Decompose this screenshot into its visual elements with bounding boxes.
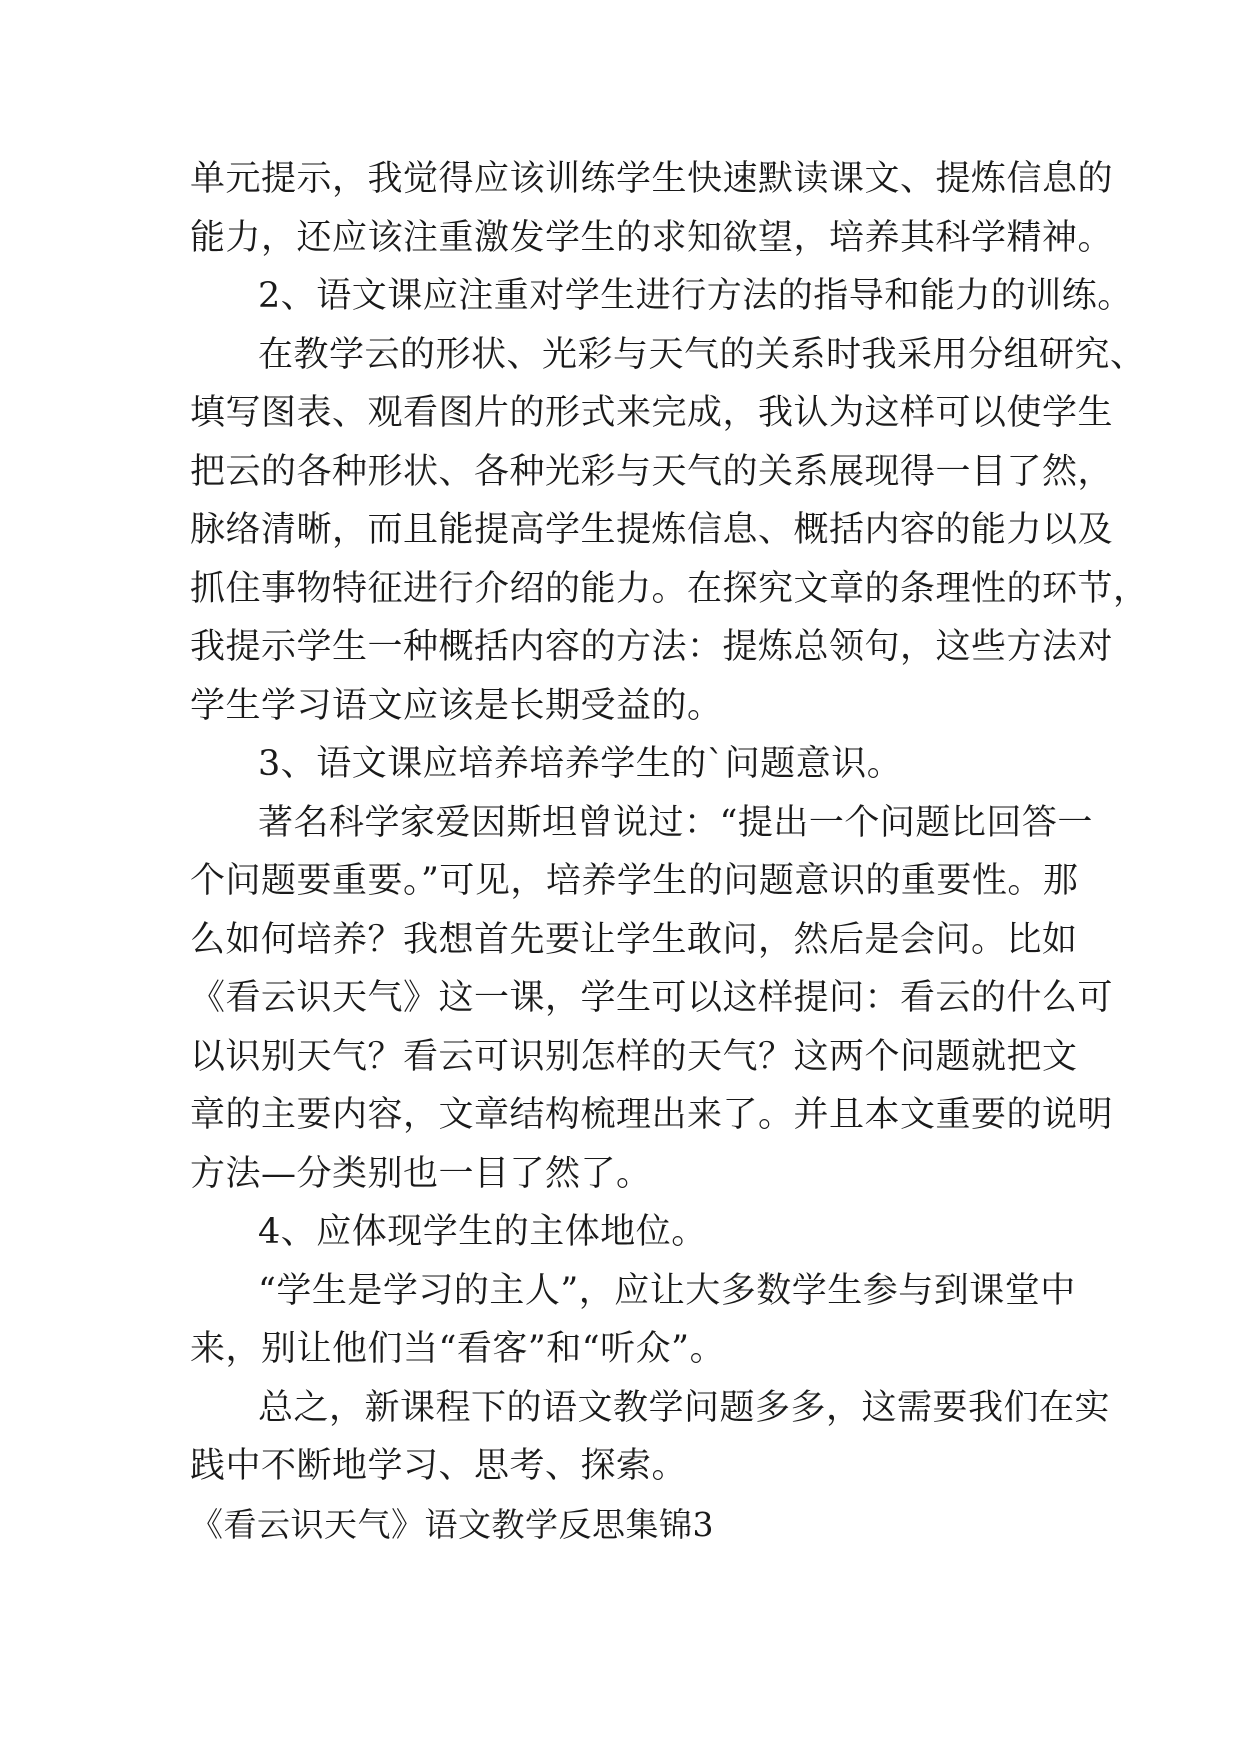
text-line: 4、应体现学生的主体地位。: [258, 1212, 707, 1252]
section-heading: 《看云识天气》语文教学反思集锦3: [190, 1504, 714, 1544]
text-line: 填写图表、观看图片的形式来完成，我认为这样可以使学生: [190, 393, 1114, 433]
text-line: 单元提示，我觉得应该训练学生快速默读课文、提炼信息的: [190, 159, 1114, 199]
text-line: “学生是学习的主人”，应让大多数学生参与到课堂中: [258, 1270, 1076, 1311]
text-line: 脉络清晰，而且能提高学生提炼信息、概括内容的能力以及: [190, 510, 1114, 550]
text-line: 以识别天气？看云可识别怎样的天气？这两个问题就把文: [190, 1036, 1078, 1077]
text-line: 么如何培养？我想首先要让学生敢问，然后是会问。比如: [190, 919, 1078, 960]
text-line: 3、语文课应培养培养学生的`问题意识。: [258, 744, 903, 784]
text-line: 来，别让他们当“看客”和“听众”。: [190, 1329, 726, 1369]
text-line: 著名科学家爱因斯坦曾说过：“提出一个问题比回答一: [258, 802, 1093, 843]
text-line: 总之，新课程下的语文教学问题多多，这需要我们在实: [258, 1387, 1111, 1428]
document-body: [190, 150, 1149, 1554]
text-line: 践中不断地学习、思考、探索。: [190, 1446, 688, 1486]
text-line: 能力，还应该注重激发学生的求知欲望，培养其科学精神。: [190, 217, 1114, 258]
text-line: 方法—分类别也一目了然了。: [190, 1153, 652, 1194]
text-line: 个问题要重要。”可见，培养学生的问题意识的重要性。那: [190, 861, 1079, 901]
text-line: 我提示学生一种概括内容的方法：提炼总领句，这些方法对: [190, 627, 1114, 667]
text-line: 章的主要内容，文章结构梳理出来了。并且本文重要的说明: [190, 1095, 1114, 1135]
text-line: 抓住事物特征进行介绍的能力。在探究文章的条理性的环节，: [190, 568, 1149, 609]
text-line: 在教学云的形状、光彩与天气的关系时我采用分组研究、: [258, 334, 1146, 375]
text-line: 2、语文课应注重对学生进行方法的指导和能力的训练。: [258, 276, 1133, 316]
text-line: 《看云识天气》这一课，学生可以这样提问：看云的什么可: [190, 978, 1114, 1018]
text-line: 学生学习语文应该是长期受益的。: [190, 685, 723, 726]
text-line: 把云的各种形状、各种光彩与天气的关系展现得一目了然，: [190, 451, 1114, 492]
